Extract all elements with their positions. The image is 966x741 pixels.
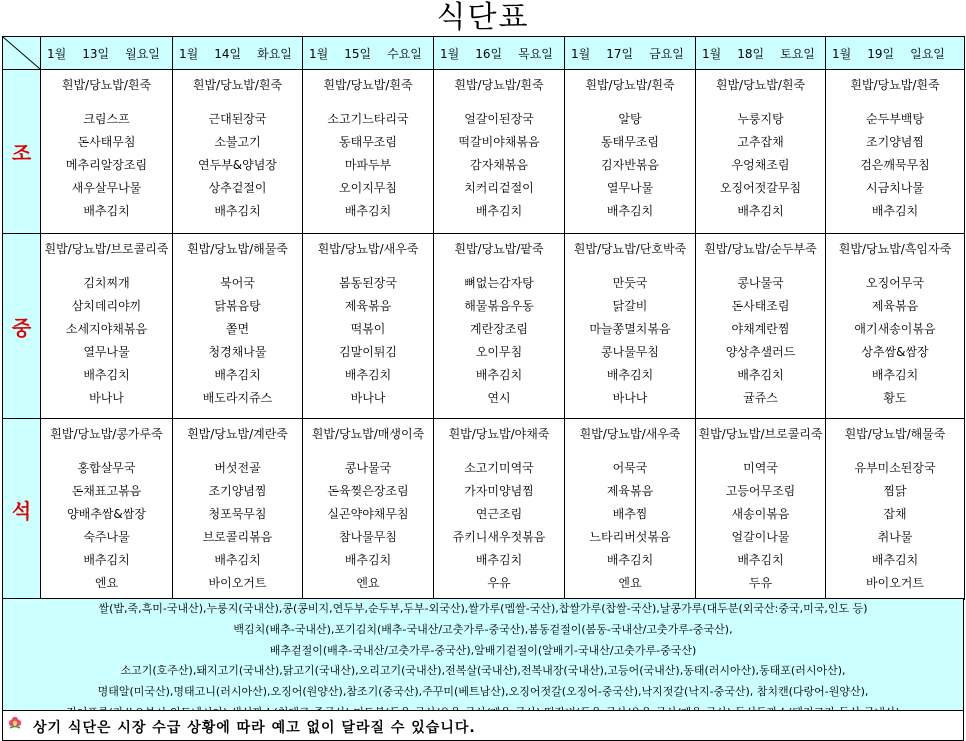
menu-item: 바이오거트 (866, 576, 924, 590)
origin-line: 백김치(배추-국내산),포기김치(배추-국내산/고춧가루-중국산),봄동겉절이(봄동-국내산/고춧가루-중국산), (233, 622, 733, 636)
menu-item: 마파두부 (344, 158, 392, 172)
rice-porridge-item: 흰밥/당뇨밥/흰죽 (850, 78, 940, 92)
meal-label: 조 (3, 70, 41, 234)
menu-cell (565, 70, 696, 234)
menu-item: 동태무조림 (601, 135, 659, 149)
menu-cell (173, 234, 303, 419)
menu-item: 제육볶음 (871, 299, 919, 313)
menu-cell (41, 70, 173, 234)
menu-cell (303, 419, 434, 600)
menu-item: 오이무침 (475, 345, 523, 359)
menu-item: 홍합살무국 (77, 461, 136, 475)
menu-item: 잡채 (883, 507, 907, 521)
menu-cell (826, 419, 965, 600)
meal-row (3, 70, 965, 234)
menu-item: 얼갈이나물 (731, 530, 790, 544)
menu-item: 귤쥬스 (743, 391, 778, 405)
menu-item: 닭갈비 (612, 299, 648, 313)
rice-porridge-item: 흰밥/당뇨밥/해물죽 (844, 427, 946, 441)
menu-item: 연시 (487, 391, 511, 405)
menu-cell (826, 234, 965, 419)
menu-item: 바나나 (89, 391, 124, 405)
menu-item: 유부미소된장국 (854, 461, 936, 475)
menu-item: 소세지야채볶음 (65, 322, 148, 336)
origin-line: 명태알(미국산),명태고니(러시아산),오징어(원양산),참조기(중국산),주꾸미(베트남산),오징어젓갈(오징어-중국산),낙지젓갈(낙지-중국산), 참치캔(다랑어-원양산), (97, 685, 869, 699)
menu-item: 치커리겉절이 (464, 181, 534, 195)
menu-item: 만둣국 (612, 276, 648, 290)
menu-item: 느타리버섯볶음 (589, 530, 671, 544)
menu-item: 떡볶이 (350, 322, 386, 336)
meal-label: 중 (3, 234, 41, 419)
menu-item: 숙주나물 (83, 530, 130, 544)
day-header-3 (303, 37, 434, 70)
menu-item: 열무나물 (83, 345, 130, 359)
menu-cell (696, 70, 826, 234)
page-title: 식단표 (436, 0, 530, 35)
menu-item: 우유 (487, 576, 511, 590)
menu-item: 고추잡채 (737, 135, 784, 149)
rice-porridge-item: 흰밥/당뇨밥/새우죽 (317, 242, 419, 256)
menu-item: 상추쌈&쌈장 (861, 345, 929, 359)
menu-item: 엔요 (94, 576, 119, 590)
menu-item: 누룽지탕 (737, 112, 784, 126)
menu-item: 콩나물국 (737, 276, 784, 290)
menu-item: 연근조림 (475, 507, 523, 521)
menu-item: 제육볶음 (344, 299, 392, 313)
menu-item: 마늘쫑멸치볶음 (589, 322, 671, 336)
menu-cell (565, 234, 696, 419)
menu-item: 바나나 (612, 391, 648, 405)
menu-item: 애기새송이볶음 (854, 322, 936, 336)
menu-item: 쥬키니새우젓볶음 (452, 530, 546, 544)
menu-item: 배추김치 (344, 368, 392, 382)
menu-item: 배추김치 (871, 368, 919, 382)
day-header-4 (434, 37, 565, 70)
menu-cell (173, 419, 303, 600)
menu-item: 배추김치 (737, 553, 784, 567)
menu-item: 배추김치 (475, 553, 523, 567)
menu-item: 배추김치 (83, 368, 130, 382)
rice-porridge-item: 흰밥/당뇨밥/새우죽 (579, 427, 681, 441)
day-header-5 (565, 37, 696, 70)
menu-cell (41, 419, 173, 600)
menu-item: 배추찜 (612, 507, 648, 521)
menu-item: 크림스프 (83, 112, 130, 126)
rice-porridge-item: 흰밥/당뇨밥/브로콜리죽 (698, 427, 823, 441)
menu-cell (696, 419, 826, 600)
day-date: 16일 (475, 46, 503, 61)
rice-porridge-item: 흰밥/당뇨밥/브로콜리죽 (44, 242, 169, 256)
menu-cell (303, 70, 434, 234)
rice-porridge-item: 흰밥/당뇨밥/흑임자죽 (838, 242, 952, 256)
meal-label: 석 (3, 419, 41, 600)
day-date: 18일 (737, 46, 765, 61)
day-weekday: 토요일 (780, 46, 815, 61)
menu-item: 배추김치 (871, 204, 919, 218)
origin-info (2, 598, 964, 710)
day-weekday: 목요일 (518, 46, 553, 61)
menu-item: 취나물 (877, 530, 913, 544)
rice-porridge-item: 흰밥/당뇨밥/매생이죽 (311, 427, 425, 441)
menu-item: 해물볶음우동 (464, 299, 534, 313)
menu-item: 고등어무조림 (725, 484, 796, 498)
menu-table (2, 36, 965, 600)
day-header-2 (173, 37, 303, 70)
day-date: 19일 (867, 46, 895, 61)
day-month: 1월 (702, 46, 722, 61)
day-header-row (3, 37, 965, 70)
menu-item: 바나나 (350, 391, 386, 405)
menu-item: 배추김치 (606, 368, 654, 382)
menu-cell (303, 234, 434, 419)
menu-item: 배추김치 (214, 553, 261, 567)
menu-item: 닭볶음탕 (214, 299, 261, 313)
menu-item: 배추김치 (606, 204, 654, 218)
corner-cell (3, 37, 41, 70)
menu-item: 김치찌개 (83, 276, 130, 290)
menu-item: 조기양념찜 (208, 484, 267, 498)
day-date: 13일 (82, 46, 110, 61)
menu-item: 돈사태무침 (77, 135, 136, 149)
menu-cell (434, 70, 565, 234)
menu-item: 실곤약야채무침 (327, 507, 409, 521)
rice-porridge-item: 흰밥/당뇨밥/해물죽 (187, 242, 288, 256)
menu-item: 감자채볶음 (470, 158, 528, 172)
menu-item: 검은깨묵무침 (860, 158, 930, 172)
menu-cell (434, 234, 565, 419)
origin-line: 쌀(밥,죽,흑미-국내산),누룽지(국내산),콩(콩비지,연두부,순두부,두부-외국산),쌀가루(멥쌀-국산),찹쌀가루(찹쌀-국산),날콩가루(대두분(외국산:중국,미국,인도 등) (98, 602, 868, 615)
menu-item: 청경채나물 (208, 345, 267, 359)
menu-item: 오징어무국 (866, 276, 924, 290)
menu-item: 황도 (883, 391, 907, 405)
day-month: 1월 (440, 46, 460, 61)
day-weekday: 일요일 (910, 46, 945, 61)
menu-item: 가자미양념찜 (464, 484, 534, 498)
rice-porridge-item: 흰밥/당뇨밥/흰죽 (323, 78, 413, 92)
menu-item: 배추김치 (737, 204, 784, 218)
menu-item: 돈사태조림 (731, 299, 790, 313)
menu-item: 김말이튀김 (339, 345, 397, 359)
day-month: 1월 (179, 46, 199, 61)
menu-item: 소불고기 (214, 135, 261, 149)
menu-item: 삼치데리야끼 (71, 299, 142, 313)
menu-item: 제육볶음 (606, 484, 654, 498)
rice-porridge-item: 흰밥/당뇨밥/팥죽 (454, 242, 544, 256)
menu-item: 상추겉절이 (208, 181, 267, 195)
menu-item: 엔요 (618, 576, 642, 590)
menu-item: 김자반볶음 (601, 158, 659, 172)
menu-item: 배추김치 (475, 368, 523, 382)
menu-item: 엔요 (356, 576, 380, 590)
rice-porridge-item: 흰밥/당뇨밥/흰죽 (585, 78, 675, 92)
menu-cell (826, 70, 965, 234)
rice-porridge-item: 흰밥/당뇨밥/콩가루죽 (50, 427, 163, 441)
origin-line: 배추겉절이(배추-국내산/고춧가루-중국산),알배기겉절이(알배기-국내산/고춧가루-중국산) (269, 643, 697, 657)
menu-item: 근대된장국 (208, 112, 267, 126)
menu-item: 배추김치 (475, 204, 523, 218)
day-month: 1월 (832, 46, 852, 61)
menu-cell (696, 234, 826, 419)
menu-cell (565, 419, 696, 600)
menu-cell (434, 419, 565, 600)
day-header-7 (826, 37, 965, 70)
menu-item: 어묵국 (612, 461, 648, 475)
menu-item: 시금치나물 (866, 181, 924, 195)
menu-item: 배도라지쥬스 (202, 391, 273, 405)
menu-item: 양배추쌈&쌈장 (67, 507, 146, 521)
menu-item: 브로콜리볶음 (202, 530, 273, 544)
rice-porridge-item: 흰밥/당뇨밥/흰죽 (61, 78, 152, 92)
menu-item: 콩나물무침 (601, 345, 659, 359)
menu-item: 돈채표고볶음 (71, 484, 142, 498)
day-date: 14일 (214, 46, 242, 61)
rice-porridge-item: 흰밥/당뇨밥/순두부죽 (704, 242, 817, 256)
menu-item: 배추김치 (606, 553, 654, 567)
menu-item: 메추리알장조림 (65, 158, 148, 172)
menu-item: 열무나물 (606, 181, 654, 195)
menu-item: 배추김치 (83, 553, 130, 567)
day-month: 1월 (571, 46, 591, 61)
menu-item: 배추김치 (344, 553, 392, 567)
menu-item: 소고기느타리국 (327, 112, 409, 126)
menu-item: 소고기미역국 (464, 461, 534, 475)
origin-line: 소고기(호주산),돼지고기(국내산),닭고기(국내산),오리고기(국내산),전복살(국내산),전복내장(국내산),고등어(국내산),동태(러시아산),동태포(러시아산), (120, 664, 846, 678)
menu-item: 미역국 (743, 461, 778, 475)
menu-item: 찜닭 (883, 484, 907, 498)
menu-item: 뼈없는감자탕 (464, 276, 534, 290)
menu-item: 두유 (748, 576, 773, 590)
rice-porridge-item: 흰밥/당뇨밥/계란죽 (187, 427, 288, 441)
menu-item: 떡갈비야채볶음 (458, 135, 540, 149)
menu-item: 배추김치 (344, 204, 392, 218)
day-date: 17일 (606, 46, 634, 61)
menu-item: 순두부백탕 (866, 112, 924, 126)
menu-item: 버섯전골 (214, 461, 261, 475)
rice-porridge-item: 흰밥/당뇨밥/흰죽 (715, 78, 806, 92)
menu-cell (173, 70, 303, 234)
rice-porridge-item: 흰밥/당뇨밥/단호박죽 (573, 242, 687, 256)
menu-item: 콩나물국 (344, 461, 392, 475)
notice-bar (2, 710, 964, 741)
day-weekday: 화요일 (257, 46, 292, 61)
menu-item: 동태무조림 (339, 135, 397, 149)
menu-item: 오징어젓갈무침 (719, 181, 802, 195)
day-weekday: 수요일 (387, 46, 422, 61)
menu-item: 연두부&양념장 (198, 158, 277, 172)
rice-porridge-item: 흰밥/당뇨밥/흰죽 (454, 78, 544, 92)
day-month: 1월 (47, 46, 67, 61)
menu-item: 양상추샐러드 (725, 345, 796, 359)
flower-icon (7, 715, 23, 731)
meal-row (3, 234, 965, 419)
menu-item: 계란장조림 (470, 322, 528, 336)
menu-item: 새우살무나물 (71, 181, 142, 195)
menu-item: 쫄면 (225, 322, 250, 336)
menu-cell (41, 234, 173, 419)
menu-item: 북어국 (220, 276, 255, 290)
menu-item: 배추김치 (214, 204, 261, 218)
menu-item: 알탕 (618, 112, 642, 126)
rice-porridge-item: 흰밥/당뇨밥/흰죽 (192, 78, 283, 92)
menu-item: 오이지무침 (339, 181, 397, 195)
day-date: 15일 (344, 46, 372, 61)
day-month: 1월 (309, 46, 329, 61)
menu-item: 봄동된장국 (339, 276, 397, 290)
menu-item: 배추김치 (214, 368, 261, 382)
menu-item: 돈육찢은장조림 (327, 484, 409, 498)
menu-item: 조기양념찜 (866, 135, 924, 149)
menu-item: 청포묵무침 (208, 507, 267, 521)
menu-item: 야채계란찜 (731, 322, 790, 336)
meal-row (3, 419, 965, 600)
menu-item: 배추김치 (83, 204, 130, 218)
menu-item: 새송이볶음 (731, 507, 790, 521)
day-header-6 (696, 37, 826, 70)
day-weekday: 월요일 (125, 46, 160, 61)
day-header-1 (41, 37, 173, 70)
menu-item: 참나물무침 (339, 530, 397, 544)
menu-item: 배추김치 (737, 368, 784, 382)
rice-porridge-item: 흰밥/당뇨밥/야채죽 (448, 427, 550, 441)
menu-item: 우엉채조림 (731, 158, 790, 172)
menu-item: 배추김치 (871, 553, 919, 567)
day-weekday: 금요일 (649, 46, 684, 61)
notice-text: 상기 식단은 시장 수급 상황에 따라 예고 없이 달라질 수 있습니다. (33, 720, 476, 736)
menu-item: 얼갈이된장국 (464, 112, 534, 126)
menu-item: 바이오거트 (208, 576, 267, 590)
